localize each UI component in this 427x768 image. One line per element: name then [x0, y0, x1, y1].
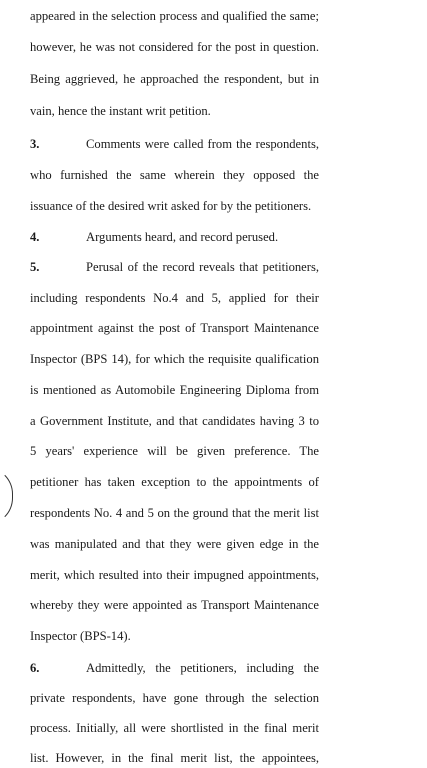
text-line: appointment against the post of Transport Maintenance [30, 321, 319, 335]
text-line: who furnished the same wherein they opposed the [30, 168, 319, 182]
text-line: issuance of the desired writ asked for by the petitioners. [30, 199, 312, 213]
text-line: Perusal of the record reveals that petitioners, [86, 260, 319, 274]
text-line: list. However, in the final merit list, the appointees, [30, 751, 319, 765]
text-line: petitioner has taken exception to the appointments of [30, 475, 319, 489]
paragraph-number: 5. [30, 260, 40, 274]
text-line: merit, which resulted into their impugned appointments, [30, 568, 319, 582]
text-line: process. Initially, all were shortlisted in the final merit [30, 721, 319, 735]
text-line: 5 years' experience will be given preference. The [30, 444, 319, 458]
margin-bracket-mark [0, 467, 13, 525]
text-line: Inspector (BPS-14). [30, 629, 131, 643]
text-line: including respondents No.4 and 5, applied for their [30, 291, 319, 305]
text-line: however, he was not considered for the post in question. [30, 40, 319, 54]
text-line: Inspector (BPS 14), for which the requisite qualification [30, 352, 319, 366]
text-line: is mentioned as Automobile Engineering Diploma from [30, 383, 319, 397]
text-line: Being aggrieved, he approached the respondent, but in [30, 72, 319, 86]
paragraph-number: 4. [30, 230, 40, 244]
text-line: Arguments heard, and record perused. [86, 230, 279, 244]
paragraph-number: 3. [30, 137, 40, 151]
text-line: appeared in the selection process and qualified the same; [30, 9, 319, 23]
text-line: whereby they were appointed as Transport Maintenance [30, 598, 319, 612]
text-line: respondents No. 4 and 5 on the ground that the merit list [30, 506, 319, 520]
text-line: a Government Institute, and that candidates having 3 to [30, 414, 319, 428]
text-line: vain, hence the instant writ petition. [30, 104, 211, 118]
text-line: private respondents, have gone through the selection [30, 691, 319, 705]
text-line: Admittedly, the petitioners, including the [86, 661, 319, 675]
text-line: Comments were called from the respondents, [86, 137, 319, 151]
paragraph-number: 6. [30, 661, 40, 675]
text-line: was manipulated and that they were given edge in the [30, 537, 319, 551]
